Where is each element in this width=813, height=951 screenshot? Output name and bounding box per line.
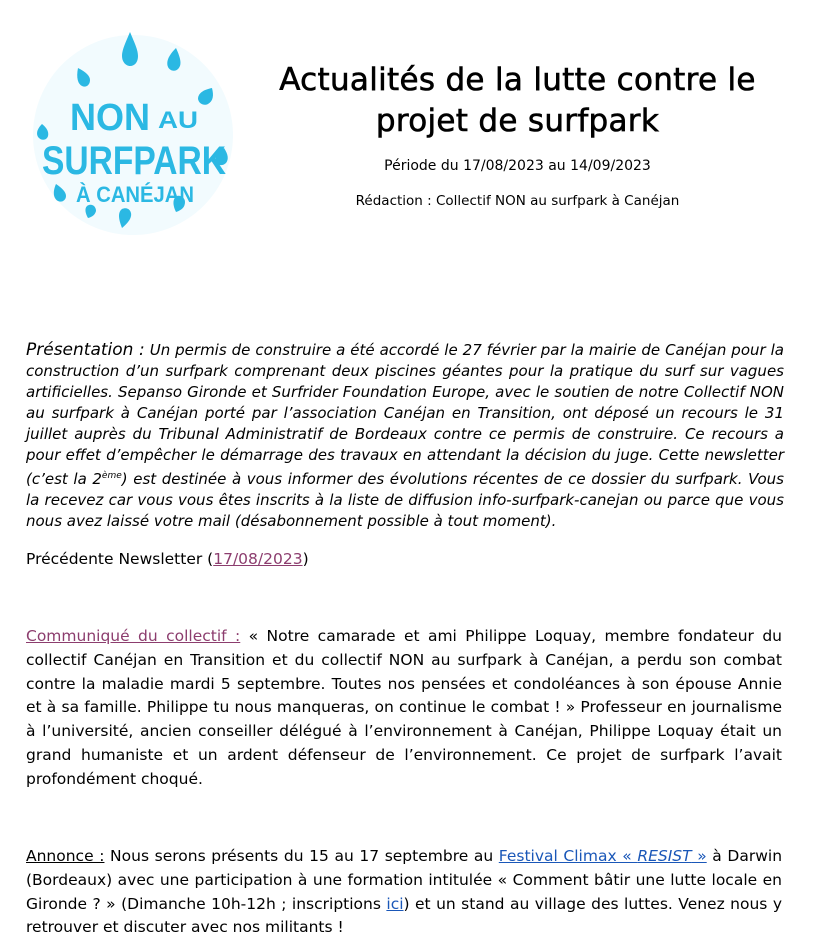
communique-link[interactable]: Communiqué du collectif :: [26, 627, 241, 645]
previous-label: Précédente Newsletter (: [26, 550, 214, 568]
annonce-text-b: à Darwin (Bordeaux) avec une participation à une formation intitulée « Comment bâtir une lutte locale en Gironde ? » (Dimanche 10h-12h ; inscriptions: [26, 847, 783, 913]
communique-paragraph: [26, 625, 782, 792]
communique-text: « Notre camarade et ami Philippe Loquay, membre fondateur du collectif Canéjan en Transition et du collectif NON au surfpark à Canéjan, a perdu son combat contre la maladie mardi 5 septembre. Toutes nos pensées et condoléances à son épouse Annie et à sa famille. Philippe tu nous manqueras, on continue le combat ! » Professeur en journalisme à l’université, ancien conseiller délégué à l’environnement à Canéjan, Philippe Loquay était un grand humaniste et un ardent défenseur de l’environnement. Ce projet de surfpark l’avait profondément choqué.: [26, 627, 782, 788]
presentation-text-b: ) est destinée à vous informer des évolutions récentes de ce dossier du surfpark. Vous la recevez car vous vous êtes inscrits à la liste de diffusion info-surfpark-canejan ou parce que vous nous avez laissé votre mail (désabonnement possible à tout moment).: [26, 470, 784, 530]
logo-text-au: AU: [158, 107, 198, 134]
previous-newsletter-link[interactable]: 17/08/2023: [213, 550, 303, 568]
previous-close: ): [302, 550, 309, 568]
previous-newsletter: [26, 550, 309, 568]
festival-link-resist: RESIST: [637, 847, 692, 865]
annonce-label: Annonce :: [26, 847, 105, 865]
page-title-line1: Actualités de la lutte contre le: [279, 62, 756, 98]
presentation-text-a: Un permis de construire a été accordé le 27 février par la mairie de Canéjan pour la construction d’un surfpark comprenant deux piscines géantes pour la pratique du surf sur vagues artificielles. Sepanso Gironde et Surfrider Foundation Europe, avec le soutien de notre Collectif NON au surfpark à Canéjan porté par l’association Canéjan en Transition, ont déposé un recours le 31 juillet auprès du Tribunal Administratif de Bordeaux contre ce permis de construire. Ce recours a pour effet d’empêcher le démarrage des travaux en attendant la décision du juge. Cette newsletter (c’est la 2: [26, 341, 784, 488]
logo-text-surfpark: SURFPARK: [42, 139, 227, 183]
presentation-paragraph: [26, 340, 784, 532]
festival-link-part-a: Festival Climax «: [498, 847, 638, 865]
festival-link-part-c: »: [691, 847, 707, 865]
annonce-text-a: Nous serons présents du 15 au 17 septembre au: [104, 847, 499, 865]
annonce-text-c: ) et un stand au village des luttes. Venez nous y retrouver et discuter avec nos militants !: [26, 894, 782, 937]
annonce-paragraph: [26, 845, 782, 940]
inscriptions-ici-link[interactable]: ici: [386, 894, 404, 913]
festival-climax-link[interactable]: [499, 847, 707, 865]
page-title-line2: projet de surfpark: [375, 103, 660, 139]
presentation-label: Présentation :: [26, 340, 145, 360]
redaction-text: Rédaction : Collectif NON au surfpark à Canéjan: [355, 193, 680, 209]
period-text: Période du 17/08/2023 au 14/09/2023: [384, 158, 651, 174]
presentation-superscript: ème: [101, 471, 122, 481]
logo-non-au-surfpark: [26, 28, 241, 238]
logo-text-canejan: À CANÉJAN: [76, 182, 194, 207]
logo-text-non: NON: [70, 97, 150, 139]
